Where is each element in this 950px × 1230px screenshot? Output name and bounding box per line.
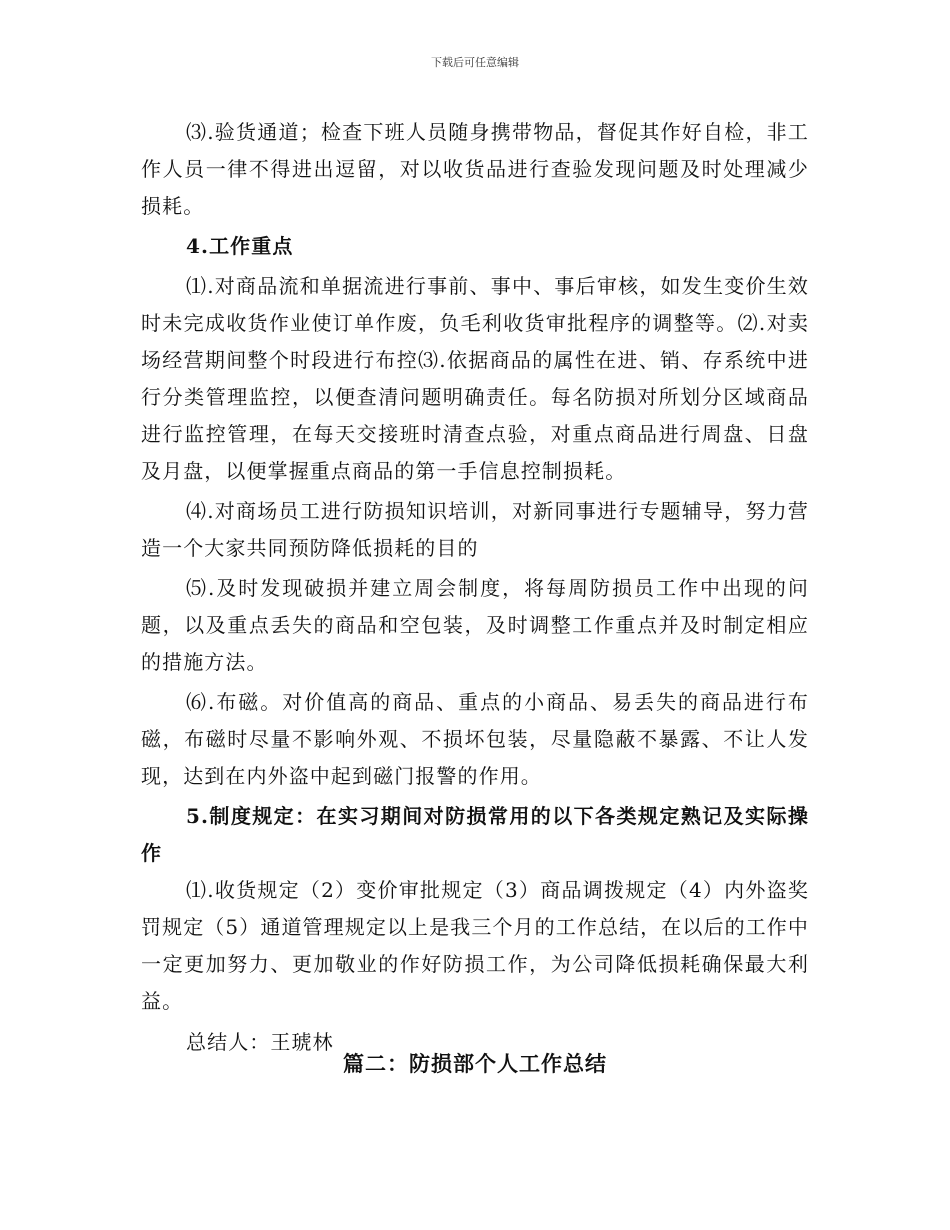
heading-work-focus: 4.工作重点 xyxy=(186,234,294,258)
paragraph-weekly-meeting: ⑸.及时发现破损并建立周会制度，将每周防损员工作中出现的问题，以及重点丢失的商品和空包装，及时调整工作重点并及时制定相应的措施方法。 xyxy=(141,576,809,674)
paragraph-magnetic-tagging: ⑹.布磁。对价值高的商品、重点的小商品、易丢失的商品进行布磁，布磁时尽量不影响外观、不损坏包装，尽量隐蔽不暴露、不让人发现，达到在内外盗中起到磁门报警的作用。 xyxy=(141,690,809,788)
page-header: 下载后可任意编辑 xyxy=(431,56,519,69)
paragraph-review-control: ⑴.对商品流和单据流进行事前、事中、事后审核，如发生变价生效时未完成收货作业使订单作废，负毛利收货审批程序的调整等。⑵.对卖场经营期间整个时段进行布控⑶.依据商品的属性在进、销、存系统中进行分类管理监控，以便查清问题明确责任。每名防损对所划分区域商品进行监控管理，在每天交接班时清查点验，对重点商品进行周盘、日盘及月盘，以便掌握重点商品的第一手信息控制损耗。 xyxy=(141,274,809,483)
paragraph-staff-training: ⑷.对商场员工进行防损知识培训，对新同事进行专题辅导，努力营造一个大家共同预防降低损耗的目的 xyxy=(141,499,809,560)
document-body xyxy=(141,114,809,1061)
paragraph-regulation-list: ⑴.收货规定（2）变价审批规定（3）商品调拨规定（4）内外盗奖罚规定（5）通道管理规定以上是我三个月的工作总结，在以后的工作中一定更加努力、更加敬业的作好防损工作，为公司降低损耗确保最大利益。 xyxy=(141,878,809,1013)
signature-line: 总结人：王琥林 xyxy=(186,1030,334,1054)
heading-regulations: 5.制度规定：在实习期间对防损常用的以下各类规定熟记及实际操作 xyxy=(141,804,809,865)
paragraph-inspection-channel: ⑶.验货通道；检查下班人员随身携带物品，督促其作好自检，非工作人员一律不得进出逗留，对以收货品进行查验发现问题及时处理减少损耗。 xyxy=(141,120,809,218)
section-title: 篇二：防损部个人工作总结 xyxy=(343,1052,607,1076)
